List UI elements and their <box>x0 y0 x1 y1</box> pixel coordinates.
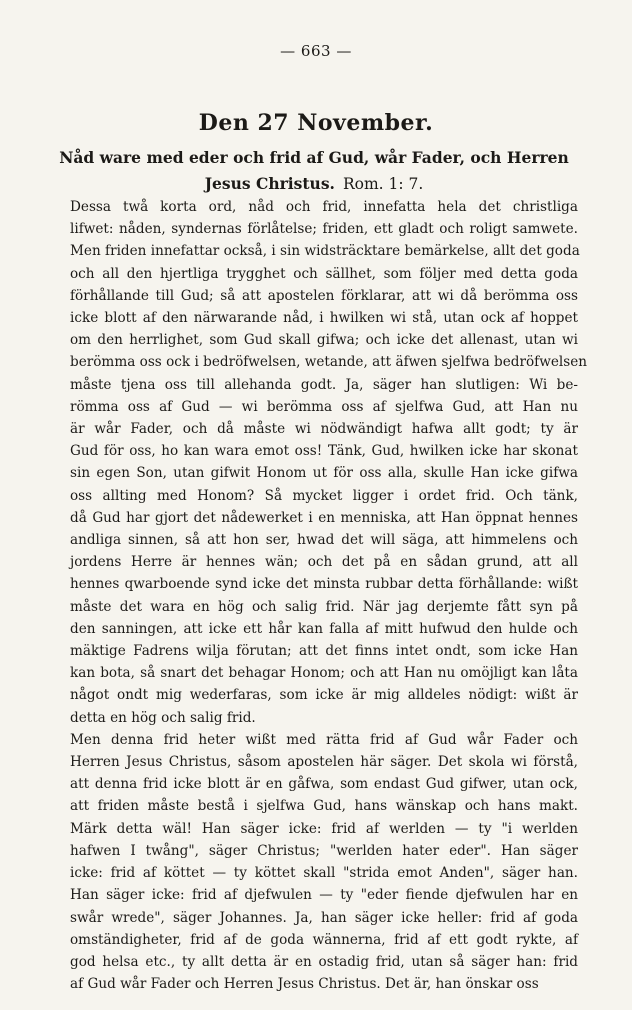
text-line: förhållande till Gud; så att apostelen förklarar, att wi då berömma oss <box>70 287 578 304</box>
text-line: hennes qwarboende synd icke det minsta rubbar detta förhållande: wißt <box>70 576 578 593</box>
text-line: om den herrlighet, som Gud skall gifwa; och icke det allenast, utan wi <box>70 332 578 349</box>
text-line: Gud för oss, ho kan wara emot oss! Tänk, Gud, hwilken icke har skonat <box>70 443 578 460</box>
page-number: — 663 — <box>280 42 352 60</box>
text-line: och all den hjertliga trygghet och sällhet, som följer med detta goda <box>70 265 578 282</box>
text-line: måste det wara en hög och salig frid. När jag derjemte fått syn på <box>70 598 578 615</box>
text-line: något ondt mig wederfaras, som icke är mig alldeles nödigt: wißt är <box>70 687 578 704</box>
text-line: lifwet: nåden, syndernas förlåtelse; friden, ett gladt och roligt samwete. <box>70 221 578 238</box>
body-text <box>48 196 588 995</box>
text-line: att denna frid icke blott är en gåfwa, som endast Gud gifwer, utan ock, <box>70 776 578 793</box>
text-line: jordens Herre är hennes wän; och det på en sådan grund, att all <box>70 554 578 571</box>
text-line: sin egen Son, utan gifwit Honom ut för oss alla, skulle Han icke gifwa <box>70 465 578 482</box>
text-line: berömma oss ock i bedröfwelsen, wetande, att äfwen sjelfwa bedröfwelsen <box>70 354 588 371</box>
text-line: måste tjena oss till allehanda godt. Ja, säger han slutligen: Wi be- <box>70 376 578 393</box>
text-line: Han säger icke: frid af djefwulen — ty "eder fiende djefwulen har en <box>70 887 578 904</box>
verse-line-1: Nåd ware med eder och frid af Gud, wår Fader, och Herren <box>59 148 569 167</box>
text-line: icke: frid af köttet — ty köttet skall "strida emot Anden", säger han. <box>70 865 578 882</box>
text-line: Men denna frid heter wißt med rätta frid af Gud wår Fader och <box>70 731 578 748</box>
text-line: är wår Fader, och då måste wi nödwändigt hafwa allt godt; ty är <box>70 421 578 438</box>
text-line: den sanningen, att icke ett hår kan falla af mitt hufwud den hulde och <box>70 620 578 637</box>
text-line: Märk detta wäl! Han säger icke: frid af werlden — ty "i werlden <box>70 820 578 837</box>
text-line: Dessa twå korta ord, nåd och frid, innefatta hela det christliga <box>70 199 578 215</box>
verse-line-2-text: Jesus Christus. <box>204 174 335 193</box>
text-line: kan bota, så snart det behagar Honom; och att Han nu omöjligt kan låta <box>70 665 578 682</box>
text-line: oss allting med Honom? Så mycket ligger i ordet frid. Och tänk, <box>70 487 578 504</box>
page-heading: Den 27 November. <box>198 110 434 136</box>
text-line: icke blott af den närwarande nåd, i hwilken wi stå, utan ock af hoppet <box>70 310 578 327</box>
paragraph-1 <box>48 196 588 729</box>
text-line: Herren Jesus Christus, såsom apostelen här säger. Det skola wi förstå, <box>70 754 578 771</box>
text-line: mäktige Fadrens wilja förutan; att det finns intet ondt, som icke Han <box>70 643 578 660</box>
text-line: god helsa etc., ty allt detta är en ostadig frid, utan så säger han: frid <box>70 953 578 970</box>
text-line: andliga sinnen, så att hon ser, hwad det will säga, att himmelens och <box>70 532 578 549</box>
verse-title <box>44 145 584 197</box>
verse-reference: Rom. 1: 7. <box>342 175 424 193</box>
text-line: då Gud har gjort det nådewerket i en menniska, att Han öppnat hennes <box>70 509 578 526</box>
text-line: swår wrede", säger Johannes. Ja, han säger icke heller: frid af goda <box>70 909 578 926</box>
text-line: att friden måste bestå i sjelfwa Gud, hans wänskap och hans makt. <box>70 798 578 815</box>
text-line: hafwen I twång", säger Christus; "werlden hater eder". Han säger <box>70 842 578 859</box>
text-line: römma oss af Gud — wi berömma oss af sjelfwa Gud, att Han nu <box>70 398 578 415</box>
text-line: af Gud wår Fader och Herren Jesus Christus. Det är, han önskar oss <box>70 976 539 993</box>
text-line: Men friden innefattar också, i sin widsträcktare bemärkelse, allt det goda <box>70 243 580 260</box>
verse-line-2 <box>44 171 584 197</box>
paragraph-2 <box>48 729 578 995</box>
text-line: omständigheter, frid af de goda wännerna, frid af ett godt rykte, af <box>70 931 578 948</box>
text-line: detta en hög och salig frid. <box>70 709 256 726</box>
